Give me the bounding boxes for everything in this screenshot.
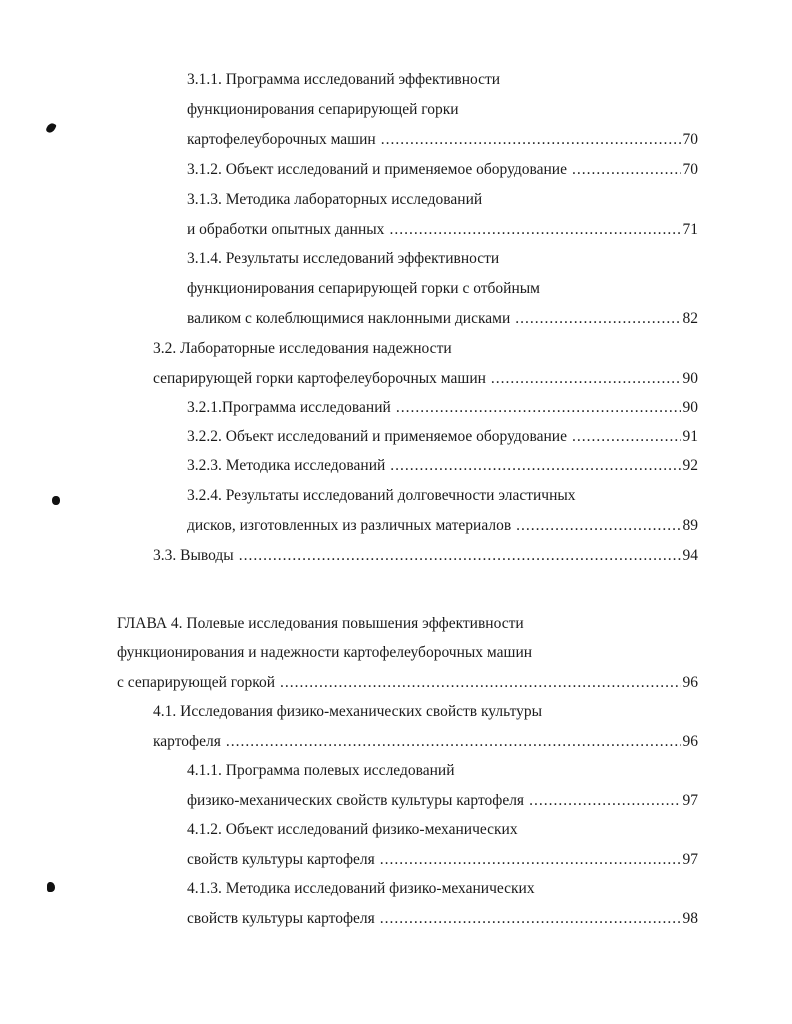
toc-entry <box>187 95 459 125</box>
toc-entry[interactable] <box>187 451 698 481</box>
toc-entry-text: функционирования и надежности картофелеуборочных машин <box>117 644 533 661</box>
dot-leader <box>515 304 680 334</box>
page-number: 90 <box>682 399 698 416</box>
dot-leader <box>390 451 680 481</box>
toc-entry-text: 4.1.1. Программа полевых исследований <box>187 762 455 779</box>
toc-entry-text: дисков, изготовленных из различных материалов <box>187 517 512 534</box>
toc-entry[interactable] <box>187 845 698 875</box>
toc-entry-text: 3.3. Выводы <box>153 547 234 564</box>
page-number: 97 <box>682 851 698 868</box>
toc-entry <box>187 874 535 904</box>
dot-leader <box>516 511 680 541</box>
page-number: 96 <box>682 674 698 691</box>
toc-entry-text: 4.1. Исследования физико-механических свойств культуры <box>153 703 543 720</box>
dot-leader <box>396 393 681 423</box>
page-number: 90 <box>682 370 698 387</box>
toc-chapter-heading <box>117 609 524 639</box>
toc-entry-text: физико-механических свойств культуры картофеля <box>187 792 525 809</box>
toc-entry-text: функционирования сепарирующей горки с отбойным <box>187 280 540 297</box>
toc-entry-text: 3.2.3. Методика исследований <box>187 457 386 474</box>
dot-leader <box>572 422 681 452</box>
toc-entry-text: 3.1.2. Объект исследований и применяемое оборудование <box>187 161 567 178</box>
toc-entry[interactable] <box>187 125 698 155</box>
toc-entry <box>153 697 542 727</box>
dot-leader <box>380 904 681 934</box>
toc-entry-text: 3.2.4. Результаты исследований долговечности эластичных <box>187 487 576 504</box>
toc-entry[interactable] <box>187 422 698 452</box>
dot-leader <box>380 845 681 875</box>
toc-entry-text: свойств культуры картофеля <box>187 851 375 868</box>
toc-entry-text: и обработки опытных данных <box>187 221 385 238</box>
dot-leader <box>239 541 681 571</box>
toc-entry-text: 3.2. Лабораторные исследования надежности <box>153 340 452 357</box>
toc-entry[interactable] <box>153 364 698 394</box>
page-number: 82 <box>682 310 698 327</box>
dot-leader <box>226 727 681 757</box>
toc-entry[interactable] <box>187 511 698 541</box>
toc-entry-text: 4.1.3. Методика исследований физико-механических <box>187 880 535 897</box>
toc-entry <box>187 274 540 304</box>
toc-entry <box>187 481 576 511</box>
toc-entry-text: 3.2.1.Программа исследований <box>187 399 391 416</box>
page-number: 96 <box>682 733 698 750</box>
dot-leader <box>280 668 680 698</box>
page-number: 71 <box>682 221 698 238</box>
page-number: 94 <box>682 547 698 564</box>
toc-entry <box>187 815 518 845</box>
dot-leader <box>572 155 681 185</box>
toc-entry <box>187 244 499 274</box>
page-number: 89 <box>682 517 698 534</box>
toc-entry <box>187 185 482 215</box>
toc-entry <box>117 638 532 668</box>
toc-entry-text: функционирования сепарирующей горки <box>187 101 459 118</box>
toc-entry-text: валиком с колеблющимися наклонными дисками <box>187 310 511 327</box>
toc-entry <box>187 65 500 95</box>
toc-entry-text: ГЛАВА 4. Полевые исследования повышения эффективности <box>117 615 524 632</box>
scan-speck <box>47 882 55 892</box>
toc-entry-text: сепарирующей горки картофелеуборочных машин <box>153 370 486 387</box>
page-number: 97 <box>682 792 698 809</box>
dot-leader <box>381 125 681 155</box>
scan-speck <box>45 122 56 134</box>
page-number: 70 <box>682 131 698 148</box>
toc-entry[interactable] <box>187 393 698 423</box>
toc-entry-text: 3.1.4. Результаты исследований эффективности <box>187 250 500 267</box>
toc-entry-text: 3.1.1. Программа исследований эффективности <box>187 71 501 88</box>
dot-leader <box>389 215 680 245</box>
toc-entry[interactable] <box>153 541 698 571</box>
toc-entry[interactable] <box>187 304 698 334</box>
page-number: 92 <box>682 457 698 474</box>
toc-entry[interactable] <box>117 668 698 698</box>
toc-entry <box>153 334 452 364</box>
page-number: 91 <box>682 428 698 445</box>
toc-entry-text: картофеля <box>153 733 221 750</box>
toc-entry-text: картофелеуборочных машин <box>187 131 376 148</box>
toc-entry-text: свойств культуры картофеля <box>187 910 375 927</box>
page-number: 98 <box>682 910 698 927</box>
scan-speck <box>52 496 60 505</box>
toc-entry-text: 3.1.3. Методика лабораторных исследований <box>187 191 483 208</box>
page-number: 70 <box>682 161 698 178</box>
dot-leader <box>529 786 680 816</box>
toc-entry-text: 4.1.2. Объект исследований физико-механических <box>187 821 518 838</box>
toc-entry-text: с сепарирующей горкой <box>117 674 276 691</box>
toc-entry[interactable] <box>187 786 698 816</box>
toc-entry-text: 3.2.2. Объект исследований и применяемое оборудование <box>187 428 567 445</box>
toc-entry[interactable] <box>187 215 698 245</box>
toc-entry <box>187 756 455 786</box>
toc-entry[interactable] <box>153 727 698 757</box>
dot-leader <box>491 364 681 394</box>
toc-entry[interactable] <box>187 155 698 185</box>
toc-entry[interactable] <box>187 904 698 934</box>
